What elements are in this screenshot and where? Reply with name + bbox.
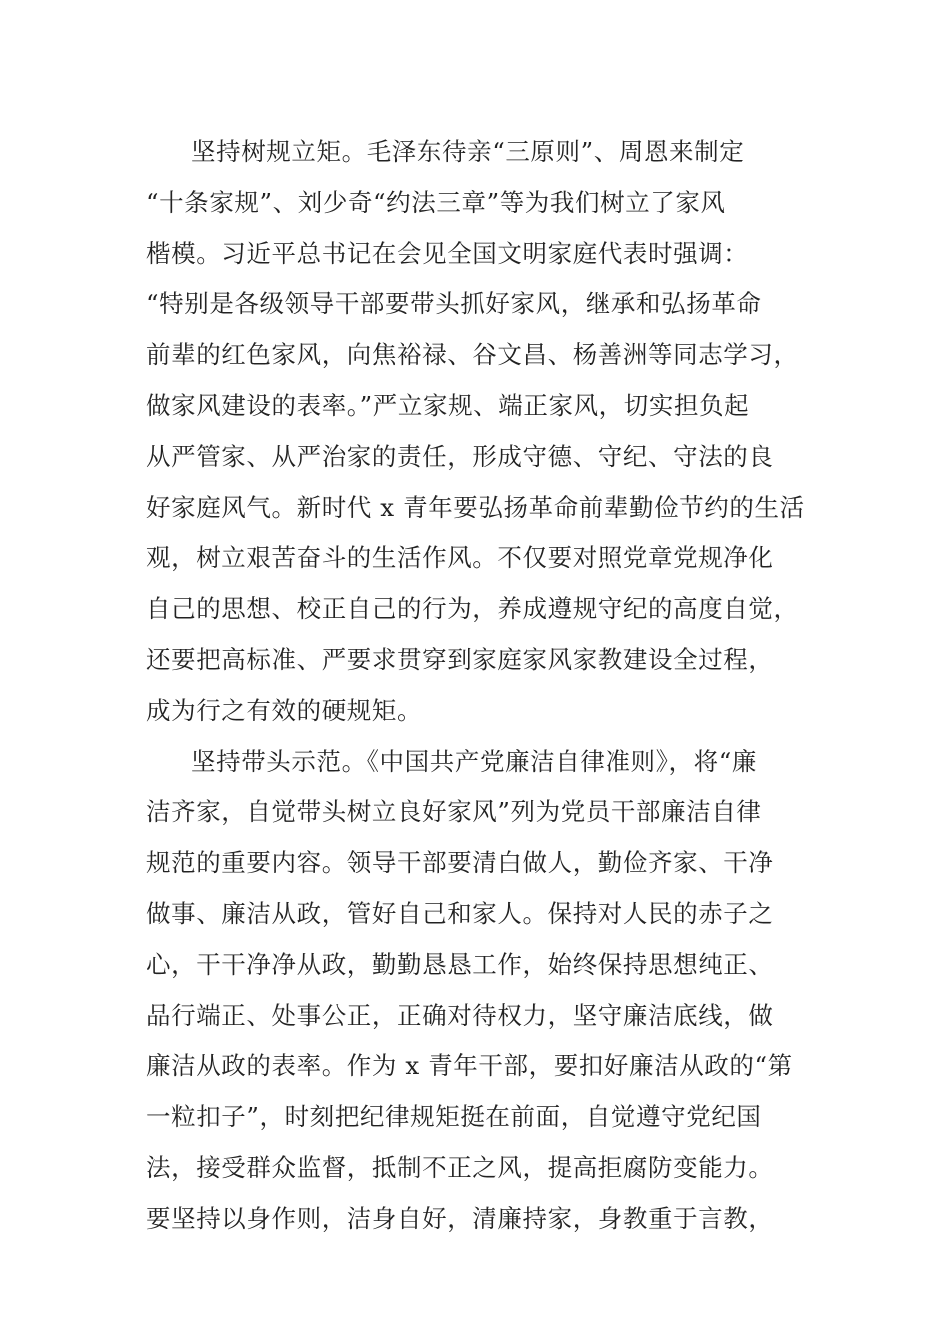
text-line: 好家庭风气。新时代 x 青年要弘扬革命前辈勤俭节约的生活 [146,492,805,522]
text-line: 前辈的红色家风，向焦裕禄、谷文昌、杨善洲等同志学习， [146,340,799,370]
text-line: 自己的思想、校正自己的行为，养成遵规守纪的高度自觉， [146,594,799,624]
text-line: 法，接受群众监督，抵制不正之风，提高拒腐防变能力。 [146,1152,774,1182]
text-line: 观，树立艰苦奋斗的生活作风。不仅要对照党章党规净化 [146,543,774,573]
text-line: 楷模。习近平总书记在会见全国文明家庭代表时强调： [146,238,749,268]
text-line: 做家风建设的表率。”严立家规、端正家风，切实担负起 [146,390,750,420]
text-line: 廉洁从政的表率。作为 x 青年干部，要扣好廉洁从政的“第 [146,1051,793,1081]
text-line: 坚持带头示范。《中国共产党廉洁自律准则》，将“廉 [191,746,757,776]
text-line: 成为行之有效的硬规矩。 [146,695,423,725]
body-text [146,127,816,1245]
text-line: 从严管家、从严治家的责任，形成守德、守纪、守法的良 [146,441,774,471]
text-line: 还要把高标准、严要求贯穿到家庭家风家教建设全过程， [146,644,774,674]
text-line: 洁齐家，自觉带头树立良好家风”列为党员干部廉洁自律 [146,797,762,827]
paragraph-2 [146,737,816,1245]
text-line: 品行端正、处事公正，正确对待权力，坚守廉洁底线，做 [146,1000,774,1030]
paragraph-1 [146,127,816,737]
text-line: “十条家规”、刘少奇“约法三章”等为我们树立了家风 [146,187,726,217]
text-line: 心，干干净净从政，勤勤恳恳工作，始终保持思想纯正、 [146,949,774,979]
text-line: 规范的重要内容。领导干部要清白做人，勤俭齐家、干净 [146,848,774,878]
text-line: 要坚持以身作则，洁身自好，清廉持家，身教重于言教， [146,1203,774,1233]
text-line: 一粒扣子”，时刻把纪律规矩挺在前面，自觉遵守党纪国 [146,1102,762,1132]
text-line: 做事、廉洁从政，管好自己和家人。保持对人民的赤子之 [146,898,774,928]
text-line: “特别是各级领导干部要带头抓好家风，继承和弘扬革命 [146,289,762,319]
text-line: 坚持树规立矩。毛泽东待亲“三原则”、周恩来制定 [191,137,745,166]
